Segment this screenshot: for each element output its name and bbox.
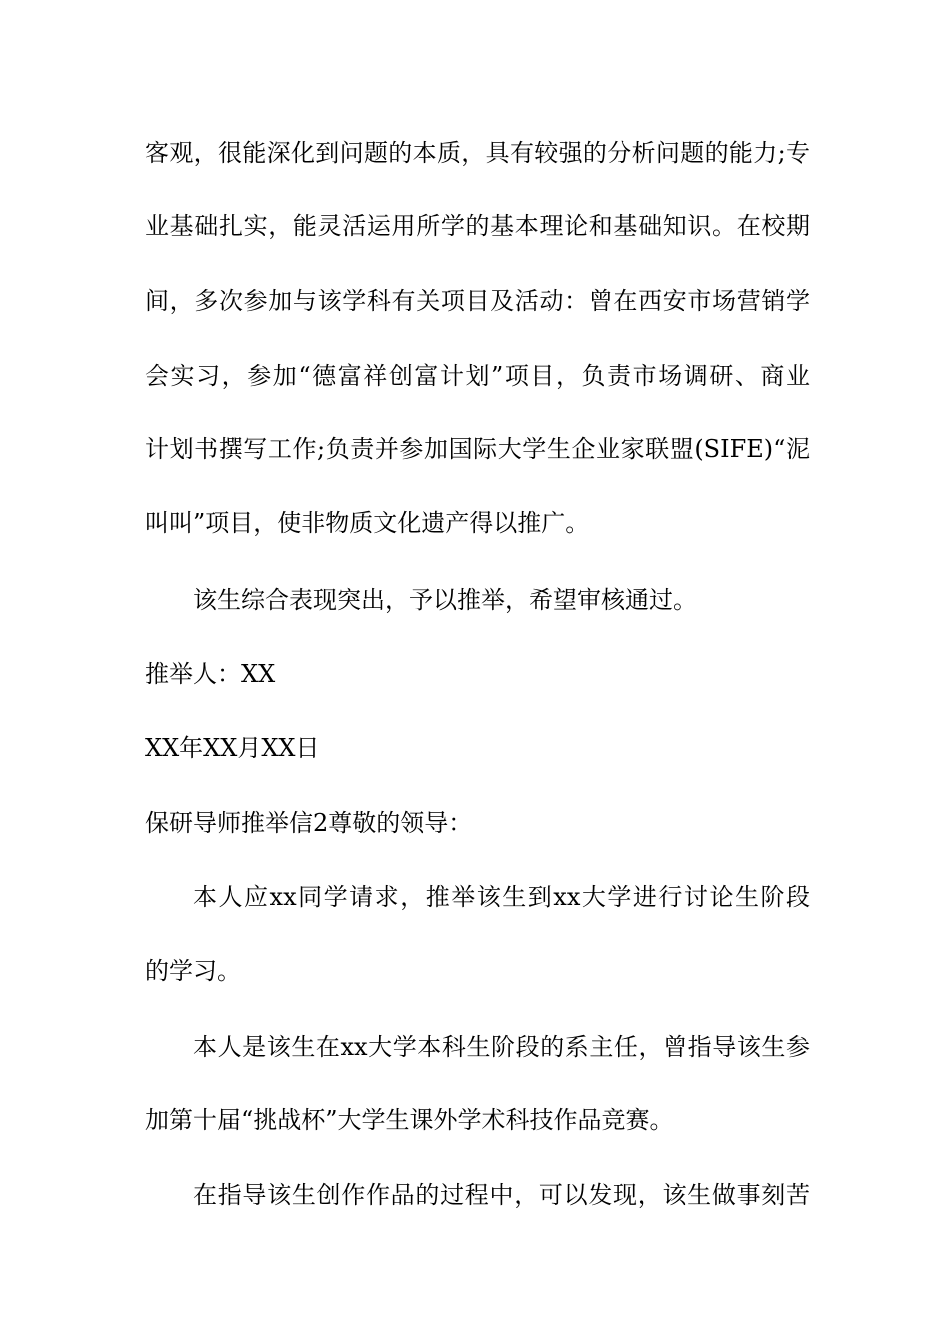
paragraph-line-3: 间，多次参加与该学科有关项目及活动：曾在西安市场营销学 xyxy=(145,287,810,315)
paragraph-line-4: 会实习，参加“德富祥创富计划”项目，负责市场调研、商业 xyxy=(145,362,810,390)
paragraph-2-line-2: 的学习。 xyxy=(145,957,241,985)
letter-heading-salutation: 保研导师推举信2尊敬的领导： xyxy=(145,809,473,837)
paragraph-4-line-1: 在指导该生创作作品的过程中，可以发现，该生做事刻苦 xyxy=(193,1181,810,1209)
paragraph-2-line-1: 本人应xx同学请求，推举该生到xx大学进行讨论生阶段 xyxy=(193,883,810,911)
paragraph-line-2: 业基础扎实，能灵活运用所学的基本理论和基础知识。在校期 xyxy=(145,212,810,240)
paragraph-3-line-1: 本人是该生在xx大学本科生阶段的系主任，曾指导该生参 xyxy=(193,1033,810,1061)
paragraph-line-6: 叫叫”项目，使非物质文化遗产得以推广。 xyxy=(145,509,590,537)
paragraph-3-line-2: 加第十届“挑战杯”大学生课外学术科技作品竞赛。 xyxy=(145,1106,674,1134)
paragraph-line-5: 计划书撰写工作;负责并参加国际大学生企业家联盟(SIFE)“泥 xyxy=(145,435,810,463)
paragraph-conclusion: 该生综合表现突出，予以推举，希望审核通过。 xyxy=(193,586,697,614)
recommender-signature: 推举人：XX xyxy=(145,660,276,688)
paragraph-line-1: 客观，很能深化到问题的本质，具有较强的分析问题的能力;专 xyxy=(145,139,810,167)
signature-date: XX年XX月XX日 xyxy=(145,734,320,762)
